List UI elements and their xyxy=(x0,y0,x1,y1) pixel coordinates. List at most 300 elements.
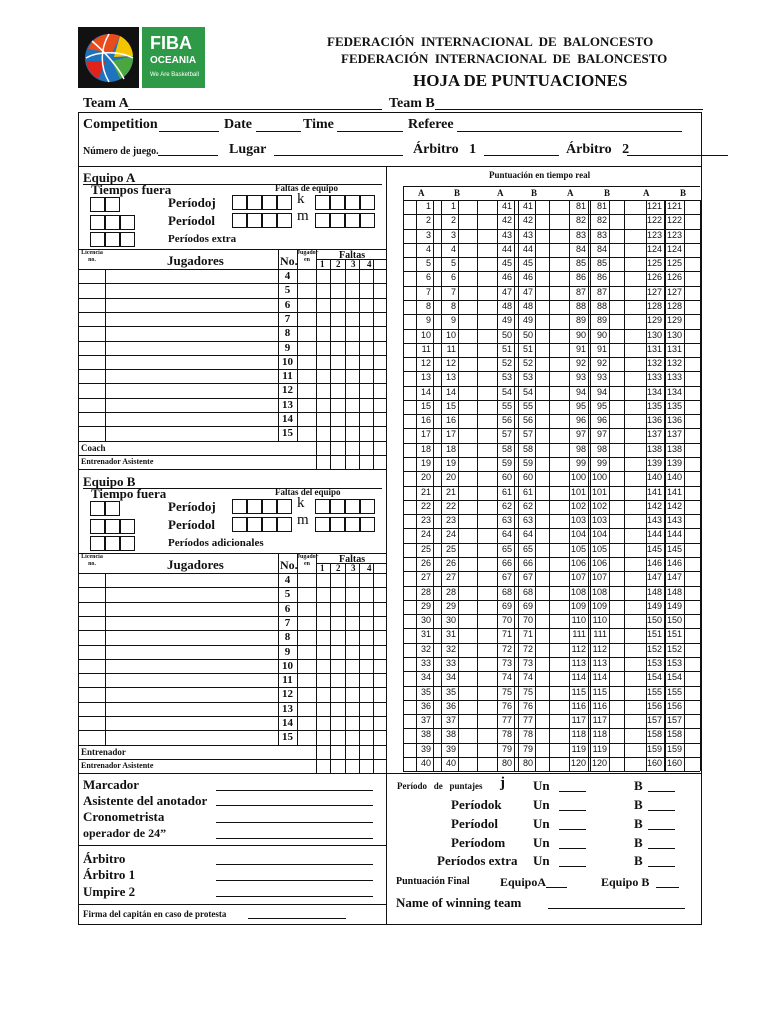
running-score-a-151[interactable]: 151 xyxy=(646,629,662,640)
team_a-team-foul-box[interactable] xyxy=(315,213,330,228)
running-score-a-133[interactable]: 133 xyxy=(646,372,662,383)
team-b-line[interactable] xyxy=(435,109,703,110)
running-score-a-104[interactable]: 104 xyxy=(570,529,586,540)
running-score-a-111[interactable]: 111 xyxy=(572,629,586,640)
running-score-b-23[interactable]: 23 xyxy=(445,515,456,526)
running-score-a-10[interactable]: 10 xyxy=(420,329,431,340)
running-score-b-33[interactable]: 33 xyxy=(445,657,456,668)
running-score-a-139[interactable]: 139 xyxy=(646,458,662,469)
running-score-b-77[interactable]: 77 xyxy=(522,715,533,726)
running-score-b-96[interactable]: 96 xyxy=(596,415,607,426)
running-score-a-27[interactable]: 27 xyxy=(420,572,431,583)
period-b-score-line[interactable] xyxy=(648,829,675,830)
running-score-a-64[interactable]: 64 xyxy=(501,529,512,540)
team_a-team-foul-box[interactable] xyxy=(232,195,247,210)
team_a-team-foul-box[interactable] xyxy=(232,213,247,228)
team_b-player-name-cell[interactable] xyxy=(106,703,277,715)
team_a-team-foul-box[interactable] xyxy=(360,213,375,228)
running-score-b-159[interactable]: 159 xyxy=(666,743,682,754)
running-score-b-28[interactable]: 28 xyxy=(445,586,456,597)
team_b-team-foul-box[interactable] xyxy=(330,499,345,514)
running-score-b-152[interactable]: 152 xyxy=(666,643,682,654)
running-score-b-151[interactable]: 151 xyxy=(666,629,682,640)
running-score-a-158[interactable]: 158 xyxy=(646,729,662,740)
period-b-score-line[interactable] xyxy=(648,791,675,792)
running-score-b-42[interactable]: 42 xyxy=(522,215,533,226)
team_b-timeout-box[interactable] xyxy=(105,519,120,534)
team_a-player-name-cell[interactable] xyxy=(106,313,277,325)
period-a-score-line[interactable] xyxy=(559,791,586,792)
winning-team-line[interactable] xyxy=(548,908,685,909)
team_a-team-foul-box[interactable] xyxy=(330,195,345,210)
running-score-b-49[interactable]: 49 xyxy=(522,315,533,326)
team_b-player-name-cell[interactable] xyxy=(106,731,277,743)
running-score-a-18[interactable]: 18 xyxy=(420,443,431,454)
running-score-a-95[interactable]: 95 xyxy=(575,400,586,411)
running-score-a-55[interactable]: 55 xyxy=(501,400,512,411)
running-score-b-51[interactable]: 51 xyxy=(522,343,533,354)
running-score-a-157[interactable]: 157 xyxy=(646,715,662,726)
running-score-a-87[interactable]: 87 xyxy=(575,286,586,297)
running-score-b-140[interactable]: 140 xyxy=(666,472,682,483)
running-score-b-61[interactable]: 61 xyxy=(522,486,533,497)
running-score-b-41[interactable]: 41 xyxy=(522,201,533,211)
team_b-timeout-box[interactable] xyxy=(90,501,105,516)
running-score-a-156[interactable]: 156 xyxy=(646,700,662,711)
running-score-b-69[interactable]: 69 xyxy=(522,600,533,611)
running-score-a-13[interactable]: 13 xyxy=(420,372,431,383)
running-score-b-136[interactable]: 136 xyxy=(666,415,682,426)
team_b-team-foul-box[interactable] xyxy=(247,517,262,532)
team_b-team-foul-box[interactable] xyxy=(232,517,247,532)
running-score-b-143[interactable]: 143 xyxy=(666,515,682,526)
team_a-player-name-cell[interactable] xyxy=(106,356,277,368)
running-score-b-132[interactable]: 132 xyxy=(666,358,682,369)
running-score-b-115[interactable]: 115 xyxy=(592,686,607,697)
running-score-a-34[interactable]: 34 xyxy=(420,672,431,683)
team_b-timeout-box[interactable] xyxy=(90,536,105,551)
running-score-a-23[interactable]: 23 xyxy=(420,515,431,526)
running-score-b-1[interactable]: 1 xyxy=(450,201,456,211)
running-score-b-160[interactable]: 160 xyxy=(666,757,682,768)
running-score-a-92[interactable]: 92 xyxy=(575,358,586,369)
running-score-a-130[interactable]: 130 xyxy=(646,329,662,340)
running-score-a-39[interactable]: 39 xyxy=(420,743,431,754)
running-score-b-113[interactable]: 113 xyxy=(592,657,607,668)
running-score-b-105[interactable]: 105 xyxy=(591,543,607,554)
running-score-a-137[interactable]: 137 xyxy=(646,429,662,440)
running-score-b-19[interactable]: 19 xyxy=(445,458,456,469)
running-score-a-43[interactable]: 43 xyxy=(501,229,512,240)
running-score-b-60[interactable]: 60 xyxy=(522,472,533,483)
team_a-team-foul-box[interactable] xyxy=(360,195,375,210)
team_b-timeout-box[interactable] xyxy=(105,536,120,551)
running-score-b-13[interactable]: 13 xyxy=(445,372,456,383)
running-score-b-57[interactable]: 57 xyxy=(522,429,533,440)
running-score-b-10[interactable]: 10 xyxy=(445,329,456,340)
running-score-b-29[interactable]: 29 xyxy=(445,600,456,611)
team_a-player-name-cell[interactable] xyxy=(106,284,277,296)
running-score-a-42[interactable]: 42 xyxy=(501,215,512,226)
running-score-a-148[interactable]: 148 xyxy=(646,586,662,597)
running-score-b-24[interactable]: 24 xyxy=(445,529,456,540)
running-score-b-149[interactable]: 149 xyxy=(666,600,682,611)
running-score-b-109[interactable]: 109 xyxy=(591,600,607,611)
team_b-player-name-cell[interactable] xyxy=(106,717,277,729)
running-score-b-110[interactable]: 110 xyxy=(592,615,607,626)
running-score-a-62[interactable]: 62 xyxy=(501,500,512,511)
running-score-b-39[interactable]: 39 xyxy=(445,743,456,754)
running-score-b-111[interactable]: 111 xyxy=(593,629,607,640)
referee2-line[interactable] xyxy=(627,155,728,156)
running-score-b-93[interactable]: 93 xyxy=(596,372,607,383)
period-b-score-line[interactable] xyxy=(648,848,675,849)
running-score-b-101[interactable]: 101 xyxy=(591,486,607,497)
running-score-a-1[interactable]: 1 xyxy=(425,201,431,211)
team_a-timeout-box[interactable] xyxy=(90,232,105,247)
period-a-score-line[interactable] xyxy=(559,829,586,830)
running-score-a-2[interactable]: 2 xyxy=(425,215,431,226)
running-score-b-27[interactable]: 27 xyxy=(445,572,456,583)
team_a-team-foul-box[interactable] xyxy=(315,195,330,210)
running-score-b-53[interactable]: 53 xyxy=(522,372,533,383)
team_b-team-foul-box[interactable] xyxy=(277,517,292,532)
running-score-b-2[interactable]: 2 xyxy=(450,215,456,226)
running-score-b-25[interactable]: 25 xyxy=(445,543,456,554)
running-score-b-119[interactable]: 119 xyxy=(592,743,607,754)
running-score-b-87[interactable]: 87 xyxy=(596,286,607,297)
running-score-b-17[interactable]: 17 xyxy=(445,429,456,440)
running-score-a-128[interactable]: 128 xyxy=(646,300,662,311)
running-score-a-146[interactable]: 146 xyxy=(646,558,662,568)
running-score-a-88[interactable]: 88 xyxy=(575,300,586,311)
running-score-a-31[interactable]: 31 xyxy=(420,629,431,640)
team_b-team-foul-box[interactable] xyxy=(360,499,375,514)
running-score-b-38[interactable]: 38 xyxy=(445,729,456,740)
game-number-line[interactable] xyxy=(158,155,218,156)
running-score-b-43[interactable]: 43 xyxy=(522,229,533,240)
running-score-b-116[interactable]: 116 xyxy=(592,700,607,711)
running-score-a-127[interactable]: 127 xyxy=(646,286,662,297)
running-score-b-102[interactable]: 102 xyxy=(591,500,607,511)
running-score-b-141[interactable]: 141 xyxy=(666,486,682,497)
running-score-a-15[interactable]: 15 xyxy=(420,400,431,411)
running-score-a-28[interactable]: 28 xyxy=(420,586,431,597)
running-score-b-125[interactable]: 125 xyxy=(666,258,682,269)
running-score-a-24[interactable]: 24 xyxy=(420,529,431,540)
running-score-b-11[interactable]: 11 xyxy=(446,343,456,354)
running-score-a-73[interactable]: 73 xyxy=(501,657,512,668)
running-score-b-36[interactable]: 36 xyxy=(445,700,456,711)
team_b-team-foul-box[interactable] xyxy=(277,499,292,514)
team_b-timeout-box[interactable] xyxy=(120,519,135,534)
running-score-a-109[interactable]: 109 xyxy=(570,600,586,611)
running-score-a-66[interactable]: 66 xyxy=(501,558,512,568)
running-score-a-4[interactable]: 4 xyxy=(425,243,431,254)
running-score-a-84[interactable]: 84 xyxy=(575,243,586,254)
running-score-b-63[interactable]: 63 xyxy=(522,515,533,526)
running-score-a-96[interactable]: 96 xyxy=(575,415,586,426)
team_a-timeout-box[interactable] xyxy=(120,232,135,247)
running-score-b-31[interactable]: 31 xyxy=(445,629,456,640)
running-score-b-121[interactable]: 121 xyxy=(666,201,682,211)
team_a-team-foul-box[interactable] xyxy=(345,213,360,228)
running-score-a-106[interactable]: 106 xyxy=(570,558,586,568)
team_b-team-foul-box[interactable] xyxy=(247,499,262,514)
running-score-a-86[interactable]: 86 xyxy=(575,272,586,283)
team_a-player-name-cell[interactable] xyxy=(106,399,277,411)
running-score-a-144[interactable]: 144 xyxy=(646,529,662,540)
competition-line[interactable] xyxy=(159,131,219,132)
running-score-b-84[interactable]: 84 xyxy=(596,243,607,254)
running-score-b-92[interactable]: 92 xyxy=(596,358,607,369)
running-score-b-94[interactable]: 94 xyxy=(596,386,607,397)
running-score-b-81[interactable]: 81 xyxy=(596,201,607,211)
running-score-a-123[interactable]: 123 xyxy=(646,229,662,240)
team_a-team-foul-box[interactable] xyxy=(247,195,262,210)
running-score-b-106[interactable]: 106 xyxy=(591,558,607,568)
running-score-a-56[interactable]: 56 xyxy=(501,415,512,426)
running-score-b-104[interactable]: 104 xyxy=(591,529,607,540)
running-score-b-44[interactable]: 44 xyxy=(522,243,533,254)
running-score-b-82[interactable]: 82 xyxy=(596,215,607,226)
team_a-timeout-box[interactable] xyxy=(105,215,120,230)
running-score-a-45[interactable]: 45 xyxy=(501,258,512,269)
running-score-b-120[interactable]: 120 xyxy=(591,757,607,768)
running-score-a-72[interactable]: 72 xyxy=(501,643,512,654)
running-score-a-83[interactable]: 83 xyxy=(575,229,586,240)
running-score-a-53[interactable]: 53 xyxy=(501,372,512,383)
team_b-timeout-box[interactable] xyxy=(105,501,120,516)
team_b-player-name-cell[interactable] xyxy=(106,631,277,643)
running-score-a-3[interactable]: 3 xyxy=(425,229,431,240)
running-score-a-16[interactable]: 16 xyxy=(420,415,431,426)
running-score-b-59[interactable]: 59 xyxy=(522,458,533,469)
running-score-b-126[interactable]: 126 xyxy=(666,272,682,283)
running-score-b-64[interactable]: 64 xyxy=(522,529,533,540)
running-score-b-55[interactable]: 55 xyxy=(522,400,533,411)
running-score-a-101[interactable]: 101 xyxy=(570,486,586,497)
team_b-player-name-cell[interactable] xyxy=(106,674,277,686)
running-score-a-74[interactable]: 74 xyxy=(501,672,512,683)
team_a-team-foul-box[interactable] xyxy=(262,195,277,210)
running-score-b-35[interactable]: 35 xyxy=(445,686,456,697)
running-score-a-105[interactable]: 105 xyxy=(570,543,586,554)
referee1-line[interactable] xyxy=(484,155,559,156)
running-score-a-68[interactable]: 68 xyxy=(501,586,512,597)
running-score-a-119[interactable]: 119 xyxy=(571,743,586,754)
running-score-b-14[interactable]: 14 xyxy=(445,386,456,397)
running-score-b-83[interactable]: 83 xyxy=(596,229,607,240)
running-score-a-154[interactable]: 154 xyxy=(646,672,662,683)
running-score-a-65[interactable]: 65 xyxy=(501,543,512,554)
running-score-b-122[interactable]: 122 xyxy=(666,215,682,226)
running-score-a-122[interactable]: 122 xyxy=(646,215,662,226)
running-score-b-12[interactable]: 12 xyxy=(445,358,456,369)
team_a-timeout-box[interactable] xyxy=(120,215,135,230)
running-score-b-85[interactable]: 85 xyxy=(596,258,607,269)
running-score-b-137[interactable]: 137 xyxy=(666,429,682,440)
running-score-b-135[interactable]: 135 xyxy=(666,400,682,411)
running-score-b-40[interactable]: 40 xyxy=(445,757,456,768)
running-score-a-19[interactable]: 19 xyxy=(420,458,431,469)
running-score-a-38[interactable]: 38 xyxy=(420,729,431,740)
running-score-a-22[interactable]: 22 xyxy=(420,500,431,511)
running-score-a-49[interactable]: 49 xyxy=(501,315,512,326)
running-score-b-150[interactable]: 150 xyxy=(666,615,682,626)
running-score-b-114[interactable]: 114 xyxy=(592,672,607,683)
running-score-b-56[interactable]: 56 xyxy=(522,415,533,426)
running-score-b-107[interactable]: 107 xyxy=(591,572,607,583)
running-score-a-97[interactable]: 97 xyxy=(575,429,586,440)
running-score-a-78[interactable]: 78 xyxy=(501,729,512,740)
running-score-a-20[interactable]: 20 xyxy=(420,472,431,483)
running-score-b-71[interactable]: 71 xyxy=(522,629,533,640)
running-score-a-82[interactable]: 82 xyxy=(575,215,586,226)
referee1-official-line[interactable] xyxy=(216,880,373,881)
running-score-a-77[interactable]: 77 xyxy=(501,715,512,726)
team_b-player-name-cell[interactable] xyxy=(106,588,277,600)
running-score-a-69[interactable]: 69 xyxy=(501,600,512,611)
running-score-a-140[interactable]: 140 xyxy=(646,472,662,483)
running-score-a-6[interactable]: 6 xyxy=(425,272,431,283)
running-score-a-63[interactable]: 63 xyxy=(501,515,512,526)
team_b-team-foul-box[interactable] xyxy=(360,517,375,532)
period-b-score-line[interactable] xyxy=(648,866,675,867)
running-score-a-135[interactable]: 135 xyxy=(646,400,662,411)
running-score-a-153[interactable]: 153 xyxy=(646,657,662,668)
running-score-a-9[interactable]: 9 xyxy=(425,315,431,326)
running-score-b-20[interactable]: 20 xyxy=(445,472,456,483)
team_b-team-foul-box[interactable] xyxy=(315,499,330,514)
running-score-a-102[interactable]: 102 xyxy=(570,500,586,511)
running-score-b-89[interactable]: 89 xyxy=(596,315,607,326)
running-score-a-108[interactable]: 108 xyxy=(570,586,586,597)
running-score-a-131[interactable]: 131 xyxy=(646,343,662,354)
running-score-a-124[interactable]: 124 xyxy=(646,243,662,254)
running-score-a-136[interactable]: 136 xyxy=(646,415,662,426)
team-a-line[interactable] xyxy=(128,109,382,110)
running-score-a-141[interactable]: 141 xyxy=(646,486,662,497)
team_b-player-name-cell[interactable] xyxy=(106,688,277,700)
running-score-b-80[interactable]: 80 xyxy=(522,757,533,768)
running-score-a-44[interactable]: 44 xyxy=(501,243,512,254)
running-score-b-73[interactable]: 73 xyxy=(522,657,533,668)
final-team-a-line[interactable] xyxy=(546,887,567,888)
running-score-a-79[interactable]: 79 xyxy=(501,743,512,754)
running-score-a-50[interactable]: 50 xyxy=(501,329,512,340)
running-score-a-116[interactable]: 116 xyxy=(571,700,586,711)
team_a-team-foul-box[interactable] xyxy=(330,213,345,228)
team_b-player-name-cell[interactable] xyxy=(106,603,277,615)
team_b-team-foul-box[interactable] xyxy=(232,499,247,514)
place-line[interactable] xyxy=(274,155,403,156)
team_a-player-name-cell[interactable] xyxy=(106,327,277,339)
period-a-score-line[interactable] xyxy=(559,866,586,867)
team_a-team-foul-box[interactable] xyxy=(277,213,292,228)
running-score-b-7[interactable]: 7 xyxy=(450,286,456,297)
running-score-b-88[interactable]: 88 xyxy=(596,300,607,311)
running-score-b-8[interactable]: 8 xyxy=(450,300,456,311)
running-score-a-93[interactable]: 93 xyxy=(575,372,586,383)
running-score-a-32[interactable]: 32 xyxy=(420,643,431,654)
running-score-a-51[interactable]: 51 xyxy=(501,343,512,354)
running-score-a-41[interactable]: 41 xyxy=(501,201,512,211)
running-score-b-157[interactable]: 157 xyxy=(666,715,682,726)
running-score-b-50[interactable]: 50 xyxy=(522,329,533,340)
running-score-a-25[interactable]: 25 xyxy=(420,543,431,554)
running-score-b-153[interactable]: 153 xyxy=(666,657,682,668)
running-score-b-48[interactable]: 48 xyxy=(522,300,533,311)
running-score-b-34[interactable]: 34 xyxy=(445,672,456,683)
running-score-a-94[interactable]: 94 xyxy=(575,386,586,397)
running-score-b-54[interactable]: 54 xyxy=(522,386,533,397)
running-score-a-76[interactable]: 76 xyxy=(501,700,512,711)
running-score-a-143[interactable]: 143 xyxy=(646,515,662,526)
running-score-a-110[interactable]: 110 xyxy=(571,615,586,626)
running-score-a-36[interactable]: 36 xyxy=(420,700,431,711)
team_b-team-foul-box[interactable] xyxy=(345,517,360,532)
running-score-b-134[interactable]: 134 xyxy=(666,386,682,397)
running-score-a-7[interactable]: 7 xyxy=(425,286,431,297)
running-score-b-144[interactable]: 144 xyxy=(666,529,682,540)
team_a-player-name-cell[interactable] xyxy=(106,342,277,354)
running-score-b-4[interactable]: 4 xyxy=(450,243,456,254)
running-score-b-158[interactable]: 158 xyxy=(666,729,682,740)
running-score-b-21[interactable]: 21 xyxy=(445,486,456,497)
running-score-a-35[interactable]: 35 xyxy=(420,686,431,697)
running-score-b-91[interactable]: 91 xyxy=(596,343,607,354)
running-score-a-99[interactable]: 99 xyxy=(575,458,586,469)
running-score-a-152[interactable]: 152 xyxy=(646,643,662,654)
running-score-a-107[interactable]: 107 xyxy=(570,572,586,583)
running-score-b-112[interactable]: 112 xyxy=(592,643,607,654)
team_b-timeout-box[interactable] xyxy=(120,536,135,551)
running-score-a-91[interactable]: 91 xyxy=(575,343,586,354)
running-score-a-98[interactable]: 98 xyxy=(575,443,586,454)
running-score-a-138[interactable]: 138 xyxy=(646,443,662,454)
running-score-b-133[interactable]: 133 xyxy=(666,372,682,383)
team_a-timeout-box[interactable] xyxy=(105,232,120,247)
team_b-team-foul-box[interactable] xyxy=(262,499,277,514)
running-score-b-74[interactable]: 74 xyxy=(522,672,533,683)
running-score-a-48[interactable]: 48 xyxy=(501,300,512,311)
running-score-b-6[interactable]: 6 xyxy=(450,272,456,283)
running-score-b-128[interactable]: 128 xyxy=(666,300,682,311)
team_b-player-name-cell[interactable] xyxy=(106,660,277,672)
running-score-a-46[interactable]: 46 xyxy=(501,272,512,283)
running-score-b-90[interactable]: 90 xyxy=(596,329,607,340)
running-score-a-17[interactable]: 17 xyxy=(420,429,431,440)
running-score-b-147[interactable]: 147 xyxy=(666,572,682,583)
running-score-a-37[interactable]: 37 xyxy=(420,715,431,726)
running-score-a-89[interactable]: 89 xyxy=(575,315,586,326)
running-score-a-115[interactable]: 115 xyxy=(571,686,586,697)
running-score-a-112[interactable]: 112 xyxy=(571,643,586,654)
running-score-b-15[interactable]: 15 xyxy=(445,400,456,411)
running-score-b-22[interactable]: 22 xyxy=(445,500,456,511)
team_a-timeout-box[interactable] xyxy=(90,215,105,230)
running-score-b-5[interactable]: 5 xyxy=(450,258,456,269)
running-score-b-37[interactable]: 37 xyxy=(445,715,456,726)
running-score-b-79[interactable]: 79 xyxy=(522,743,533,754)
running-score-b-62[interactable]: 62 xyxy=(522,500,533,511)
running-score-a-71[interactable]: 71 xyxy=(501,629,512,640)
running-score-b-155[interactable]: 155 xyxy=(666,686,682,697)
running-score-a-11[interactable]: 11 xyxy=(421,343,431,354)
period-a-score-line[interactable] xyxy=(559,848,586,849)
running-score-b-117[interactable]: 117 xyxy=(592,715,607,726)
